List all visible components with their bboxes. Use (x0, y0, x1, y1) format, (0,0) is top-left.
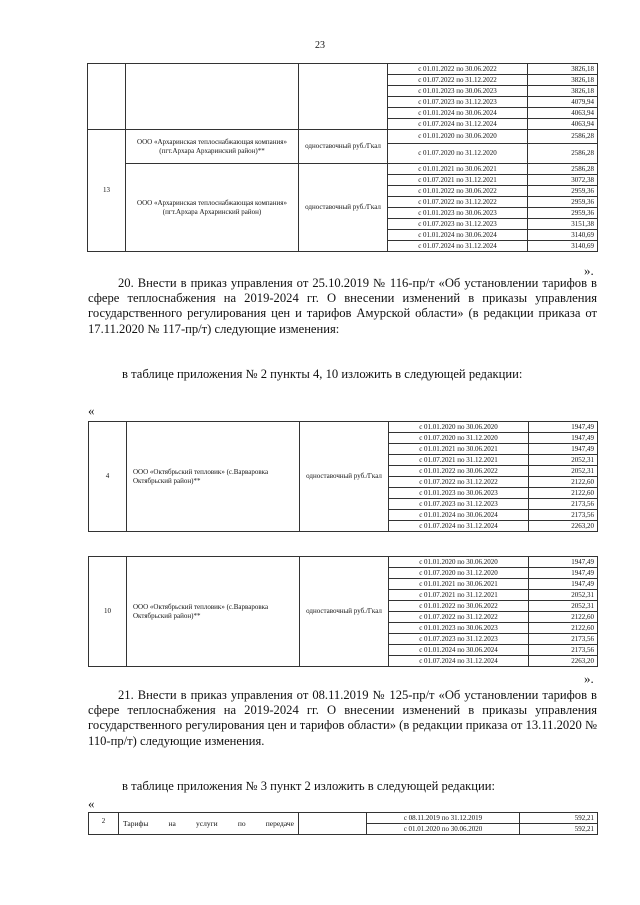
row-number: 10 (89, 557, 127, 667)
period-cell: с 08.11.2019 по 31.12.2019 (367, 813, 520, 824)
unit-cell: одноставочный руб./Гкал (299, 164, 388, 252)
period-cell: с 01.01.2024 по 30.06.2024 (388, 108, 528, 119)
period-cell: с 01.01.2024 по 30.06.2024 (389, 645, 529, 656)
period-cell: с 01.07.2024 по 31.12.2024 (389, 656, 529, 667)
closing-quote: ». (584, 671, 594, 686)
tariff-table-item-4 (88, 421, 598, 532)
tariff-table-item-10 (88, 556, 598, 667)
item-21-paragraph: 21. Внести в приказ управления от 08.11.2019 № 125-пр/т «Об установлении тарифов в сфере теплоснабжения на 2019-2024 гг. О внесении изменений в приказы управления государственного регулирования цен и тарифов области» (в редакции приказа от 13.11.2020 № 110-пр/т) следующие изменения. (88, 688, 597, 748)
value-cell: 2122,60 (529, 623, 598, 634)
period-cell: с 01.01.2022 по 30.06.2022 (389, 466, 529, 477)
period-cell: с 01.07.2024 по 31.12.2024 (389, 521, 529, 532)
value-cell: 1947,49 (529, 568, 598, 579)
period-cell: с 01.01.2023 по 30.06.2023 (388, 86, 528, 97)
value-cell: 592,21 (520, 824, 598, 835)
table-row (88, 64, 598, 75)
value-cell: 592,21 (520, 813, 598, 824)
value-cell: 4063,94 (528, 119, 598, 130)
period-cell: с 01.07.2023 по 31.12.2023 (388, 97, 528, 108)
value-cell: 2122,60 (529, 612, 598, 623)
cell-empty (299, 64, 388, 130)
period-cell: с 01.07.2022 по 31.12.2022 (389, 612, 529, 623)
value-cell: 1947,49 (529, 433, 598, 444)
value-cell: 2052,31 (529, 455, 598, 466)
value-cell: 1947,49 (529, 557, 598, 568)
value-cell: 2052,31 (529, 601, 598, 612)
period-cell: с 01.01.2021 по 30.06.2021 (389, 444, 529, 455)
value-cell: 2586,28 (528, 144, 598, 164)
period-cell: с 01.07.2022 по 31.12.2022 (389, 477, 529, 488)
period-cell: с 01.07.2024 по 31.12.2024 (388, 241, 528, 252)
period-cell: с 01.07.2022 по 31.12.2022 (388, 75, 528, 86)
value-cell: 2052,31 (529, 466, 598, 477)
value-cell: 2263,20 (529, 656, 598, 667)
value-cell: 2173,56 (529, 499, 598, 510)
value-cell: 1947,49 (529, 422, 598, 433)
value-cell: 2052,31 (529, 590, 598, 601)
row-number: 4 (89, 422, 127, 532)
value-cell: 2122,60 (529, 488, 598, 499)
period-cell: с 01.07.2022 по 31.12.2022 (388, 197, 528, 208)
period-cell: с 01.01.2021 по 30.06.2021 (389, 579, 529, 590)
value-cell: 3140,69 (528, 230, 598, 241)
tariff-table-item-2 (88, 812, 598, 835)
value-cell: 2173,56 (529, 634, 598, 645)
item-20-instruction: в таблице приложения № 2 пункты 4, 10 изложить в следующей редакции: (122, 367, 523, 381)
value-cell: 3826,18 (528, 86, 598, 97)
value-cell: 2586,28 (528, 164, 598, 175)
cell-empty (299, 813, 367, 835)
period-cell: с 01.01.2023 по 30.06.2023 (389, 623, 529, 634)
period-cell: с 01.07.2023 по 31.12.2023 (389, 499, 529, 510)
item-20-paragraph: 20. Внести в приказ управления от 25.10.2019 № 116-пр/т «Об установлении тарифов в сфере теплоснабжения на 2019-2024 гг. О внесении изменений в приказы управления государственного регулирования цен и тарифов Амурской области» (в редакции приказа от 17.11.2020 № 117-пр/т) следующие изменения: (88, 276, 597, 336)
cell-empty (126, 64, 299, 130)
value-cell: 2173,56 (529, 510, 598, 521)
value-cell: 3826,18 (528, 75, 598, 86)
cell-empty (88, 64, 126, 130)
period-cell: с 01.01.2020 по 30.06.2020 (388, 130, 528, 144)
row-number: 2 (89, 813, 119, 835)
organization-cell: ООО «Октябрьский тепловик» (с.Варваровка Октябрьский район)** (127, 557, 300, 667)
value-cell: 2959,36 (528, 197, 598, 208)
value-cell: 2263,20 (529, 521, 598, 532)
value-cell: 1947,49 (529, 444, 598, 455)
value-cell: 2959,36 (528, 186, 598, 197)
period-cell: с 01.07.2020 по 31.12.2020 (389, 433, 529, 444)
period-cell: с 01.07.2024 по 31.12.2024 (388, 119, 528, 130)
organization-cell: ООО «Архаринская теплоснабжающая компания» (пгт.Архара Архаринский район) (126, 164, 299, 252)
opening-quote: « (88, 403, 95, 418)
service-cell: Тарифы на услуги по передаче (119, 813, 299, 835)
value-cell: 1947,49 (529, 579, 598, 590)
item-21-instruction: в таблице приложения № 3 пункт 2 изложить в следующей редакции: (122, 779, 496, 793)
value-cell: 3826,18 (528, 64, 598, 75)
value-cell: 2959,36 (528, 208, 598, 219)
period-cell: с 01.01.2023 по 30.06.2023 (388, 208, 528, 219)
period-cell: с 01.07.2020 по 31.12.2020 (388, 144, 528, 164)
period-cell: с 01.01.2021 по 30.06.2021 (388, 164, 528, 175)
value-cell: 3151,38 (528, 219, 598, 230)
value-cell: 4063,94 (528, 108, 598, 119)
unit-cell: одноставочный руб./Гкал (299, 130, 388, 164)
organization-cell: ООО «Октябрьский тепловик» (с.Варваровка Октябрьский район)** (127, 422, 300, 532)
table-row (89, 813, 598, 824)
tariff-table-top (87, 63, 598, 252)
opening-quote: « (88, 796, 95, 811)
table-row (89, 557, 598, 568)
unit-cell: одноставочный руб./Гкал (300, 557, 389, 667)
period-cell: с 01.01.2023 по 30.06.2023 (389, 488, 529, 499)
closing-quote: ». (584, 263, 594, 278)
period-cell: с 01.07.2023 по 31.12.2023 (388, 219, 528, 230)
period-cell: с 01.01.2020 по 30.06.2020 (367, 824, 520, 835)
period-cell: с 01.07.2021 по 31.12.2021 (388, 175, 528, 186)
period-cell: с 01.07.2021 по 31.12.2021 (389, 455, 529, 466)
period-cell: с 01.01.2022 по 30.06.2022 (388, 186, 528, 197)
value-cell: 3140,69 (528, 241, 598, 252)
period-cell: с 01.07.2023 по 31.12.2023 (389, 634, 529, 645)
row-number: 13 (88, 130, 126, 252)
value-cell: 2173,56 (529, 645, 598, 656)
table-row (88, 164, 598, 175)
value-cell: 2586,28 (528, 130, 598, 144)
value-cell: 3072,38 (528, 175, 598, 186)
page-number: 23 (315, 40, 325, 51)
table-row (88, 130, 598, 144)
period-cell: с 01.01.2024 по 30.06.2024 (389, 510, 529, 521)
value-cell: 2122,60 (529, 477, 598, 488)
value-cell: 4079,94 (528, 97, 598, 108)
table-row (89, 422, 598, 433)
period-cell: с 01.01.2024 по 30.06.2024 (388, 230, 528, 241)
organization-cell: ООО «Архаринская теплоснабжающая компания» (пгт.Архара Архаринский район)** (126, 130, 299, 164)
period-cell: с 01.07.2021 по 31.12.2021 (389, 590, 529, 601)
period-cell: с 01.07.2020 по 31.12.2020 (389, 568, 529, 579)
period-cell: с 01.01.2022 по 30.06.2022 (389, 601, 529, 612)
period-cell: с 01.01.2020 по 30.06.2020 (389, 422, 529, 433)
period-cell: с 01.01.2022 по 30.06.2022 (388, 64, 528, 75)
period-cell: с 01.01.2020 по 30.06.2020 (389, 557, 529, 568)
unit-cell: одноставочный руб./Гкал (300, 422, 389, 532)
